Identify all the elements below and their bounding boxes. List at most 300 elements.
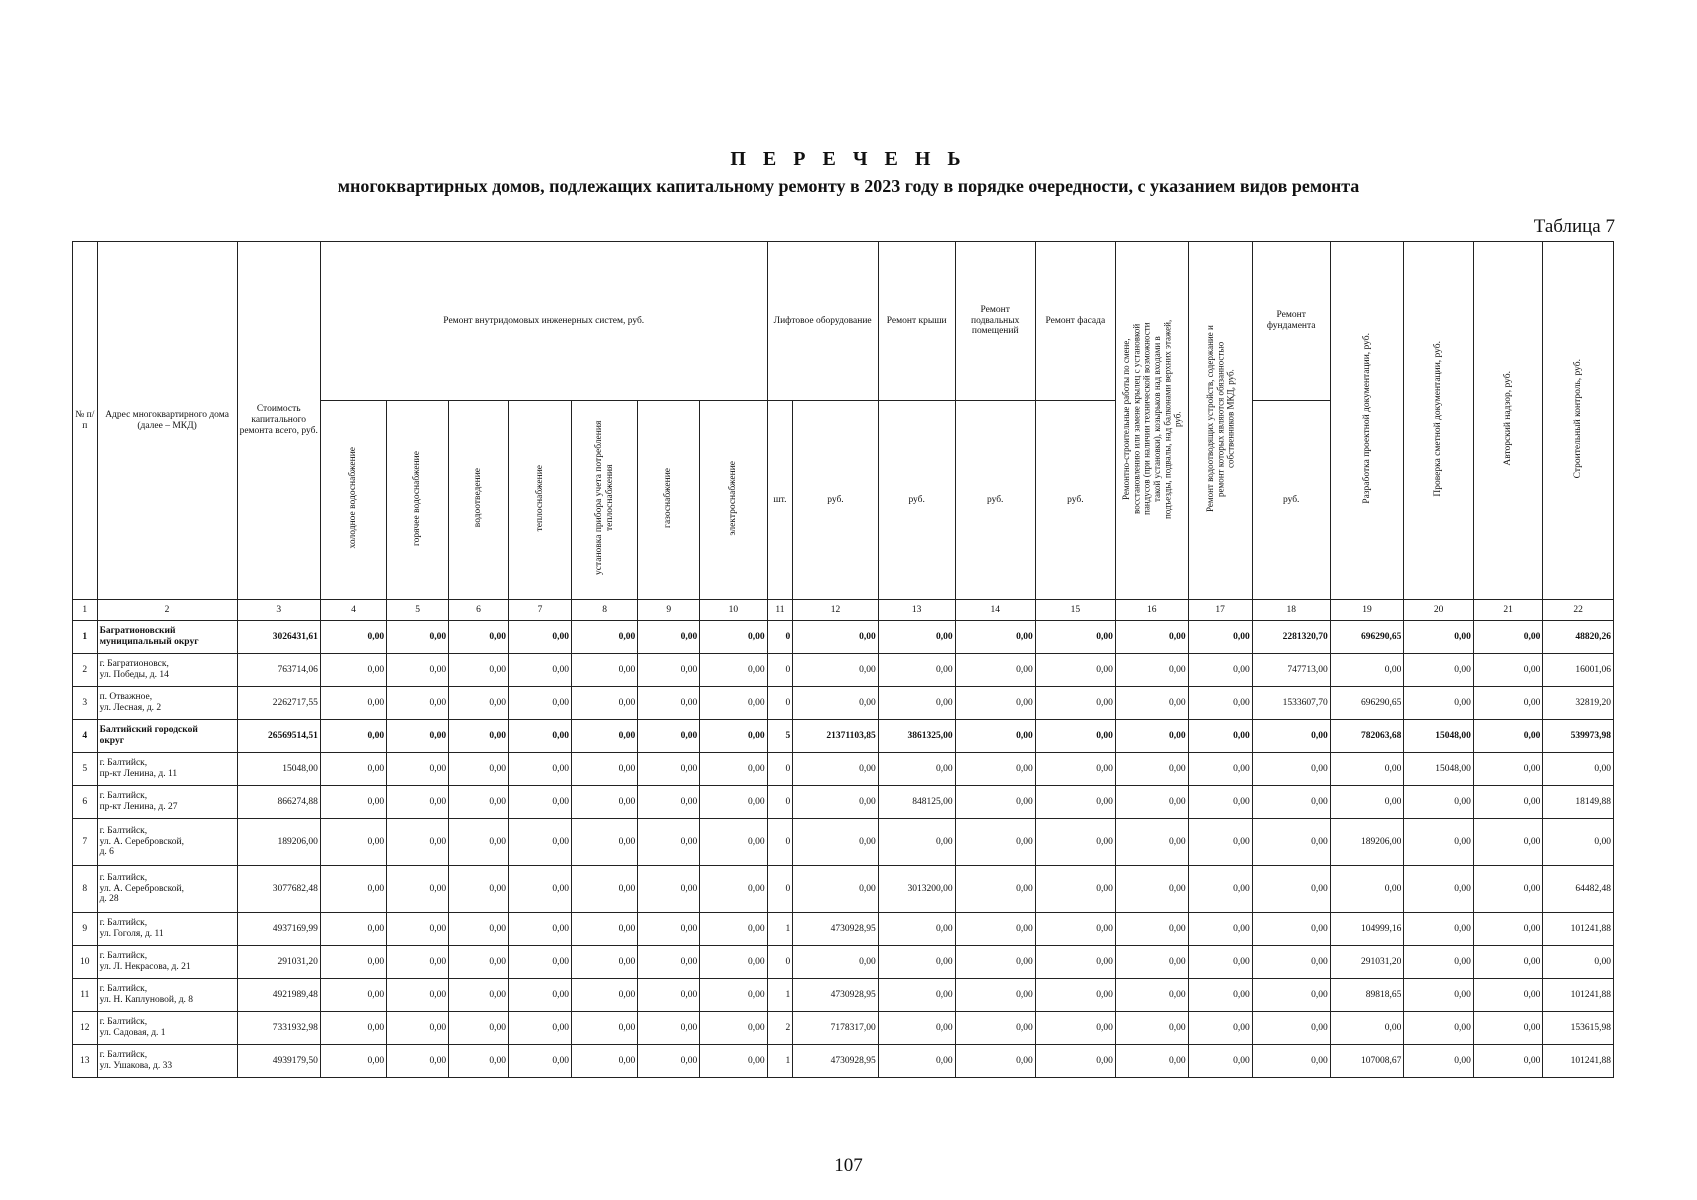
row-value: 3013200,00 <box>878 866 955 913</box>
row-value: 189206,00 <box>1330 819 1404 866</box>
row-value: 0,00 <box>1035 819 1115 866</box>
row-value: 0,00 <box>387 720 449 753</box>
address-line: г. Балтийск, <box>99 758 148 769</box>
address-line: г. Балтийск, <box>99 984 148 995</box>
row-value: 4921989,48 <box>237 979 320 1012</box>
row-value: 0,00 <box>955 687 1035 720</box>
address-line: п. Отважное, <box>99 692 153 703</box>
row-number: 12 <box>73 1012 98 1045</box>
header-address: Адрес многоквартирного дома (далее – МКД) <box>97 242 237 600</box>
row-value: 0,00 <box>878 1012 955 1045</box>
row-value: 0,00 <box>320 720 386 753</box>
header-water-drain: Ремонт водоотводящих устройств, содержание и ремонт которых являются обязанностью собственников МКД, руб. <box>1188 242 1252 600</box>
row-number: 9 <box>73 913 98 946</box>
row-value: 0,00 <box>878 819 955 866</box>
row-value: 0,00 <box>1404 866 1473 913</box>
row-value: 0,00 <box>1115 654 1188 687</box>
row-value: 0,00 <box>878 1045 955 1078</box>
document-subtitle: многоквартирных домов, подлежащих капитальному ремонту в 2023 году в порядке очередности, с указанием видов ремонта <box>337 176 1360 196</box>
header-heating: теплоснабжение <box>508 401 571 600</box>
row-number: 6 <box>73 786 98 819</box>
header-construction-control: Строительный контроль, руб. <box>1543 242 1614 600</box>
row-value: 0,00 <box>955 621 1035 654</box>
row-value: 0,00 <box>1252 720 1330 753</box>
row-value: 7178317,00 <box>793 1012 878 1045</box>
row-value: 0,00 <box>1035 1045 1115 1078</box>
row-value: 0,00 <box>793 753 878 786</box>
row-value: 0,00 <box>1188 913 1252 946</box>
row-value: 0,00 <box>387 913 449 946</box>
row-value: 0,00 <box>449 621 509 654</box>
row-value: 0,00 <box>1188 654 1252 687</box>
row-address <box>97 720 237 753</box>
row-value: 0,00 <box>955 866 1035 913</box>
row-value: 153615,98 <box>1543 1012 1614 1045</box>
row-value: 0,00 <box>1473 866 1542 913</box>
row-value: 0,00 <box>320 866 386 913</box>
row-value: 0,00 <box>1252 786 1330 819</box>
row-value: 747713,00 <box>1252 654 1330 687</box>
row-value: 0,00 <box>700 720 767 753</box>
row-value: 1533607,70 <box>1252 687 1330 720</box>
row-value: 0,00 <box>449 866 509 913</box>
row-value: 0,00 <box>638 654 700 687</box>
row-value: 0,00 <box>793 786 878 819</box>
address-line: муниципальный округ <box>99 637 199 647</box>
row-value: 0,00 <box>700 1012 767 1045</box>
table-row <box>73 621 1614 654</box>
row-value: 64482,48 <box>1543 866 1614 913</box>
row-value: 0,00 <box>955 913 1035 946</box>
column-number: 8 <box>571 600 637 621</box>
row-value: 0,00 <box>1473 819 1542 866</box>
column-number: 16 <box>1115 600 1188 621</box>
row-number: 10 <box>73 946 98 979</box>
row-number: 4 <box>73 720 98 753</box>
row-value: 0 <box>767 753 793 786</box>
row-value: 0,00 <box>449 1012 509 1045</box>
row-value: 0,00 <box>955 1012 1035 1045</box>
header-metering: установка прибора учета потребления теплоснабжения <box>571 401 637 600</box>
row-address <box>97 621 237 654</box>
table-label: Таблица 7 <box>1533 216 1615 237</box>
row-value: 0,00 <box>1188 946 1252 979</box>
header-hot-water: горячее водоснабжение <box>387 401 449 600</box>
address-line: ул. Садовая, д. 1 <box>99 1028 166 1038</box>
row-address <box>97 913 237 946</box>
header-ramps: Ремонтно-строительные работы по смене, восстановлению или замене крылец с установкой пандусов (при наличии технической возможности такой установки), козырьков над входами в подъезды, подвалы, над балконами верхних этажей, руб. <box>1115 242 1188 600</box>
table-row <box>73 687 1614 720</box>
row-value: 0,00 <box>638 913 700 946</box>
row-address <box>97 866 237 913</box>
row-value: 866274,88 <box>237 786 320 819</box>
row-value: 0,00 <box>508 753 571 786</box>
row-value: 0,00 <box>1188 866 1252 913</box>
column-number: 19 <box>1330 600 1404 621</box>
table-row <box>73 753 1614 786</box>
column-number: 4 <box>320 600 386 621</box>
row-value: 0,00 <box>571 1045 637 1078</box>
column-number: 21 <box>1473 600 1542 621</box>
row-value: 0,00 <box>387 1045 449 1078</box>
column-number: 18 <box>1252 600 1330 621</box>
address-line: г. Балтийск, <box>99 1050 148 1061</box>
row-value: 0,00 <box>793 866 878 913</box>
row-value: 0,00 <box>1115 687 1188 720</box>
row-value: 0,00 <box>878 753 955 786</box>
column-number: 15 <box>1035 600 1115 621</box>
row-value: 0,00 <box>1188 1012 1252 1045</box>
column-number: 11 <box>767 600 793 621</box>
row-value: 0,00 <box>1035 979 1115 1012</box>
row-value: 0,00 <box>449 979 509 1012</box>
row-value: 0,00 <box>638 819 700 866</box>
row-value: 0,00 <box>1252 753 1330 786</box>
row-value: 1 <box>767 979 793 1012</box>
row-value: 782063,68 <box>1330 720 1404 753</box>
row-value: 0 <box>767 946 793 979</box>
column-number: 2 <box>97 600 237 621</box>
row-value: 0,00 <box>1035 753 1115 786</box>
row-value: 0,00 <box>508 1012 571 1045</box>
row-value: 0,00 <box>1252 819 1330 866</box>
table-row <box>73 819 1614 866</box>
row-value: 0,00 <box>449 720 509 753</box>
row-value: 0,00 <box>320 946 386 979</box>
row-value: 0,00 <box>571 1012 637 1045</box>
row-address <box>97 753 237 786</box>
row-value: 0,00 <box>387 753 449 786</box>
row-value: 0,00 <box>638 687 700 720</box>
row-value: 0,00 <box>1252 1045 1330 1078</box>
row-value: 0,00 <box>387 946 449 979</box>
column-number: 5 <box>387 600 449 621</box>
row-value: 3026431,61 <box>237 621 320 654</box>
header-gas: газоснабжение <box>638 401 700 600</box>
row-address <box>97 819 237 866</box>
header-facade: Ремонт фасада <box>1035 242 1115 401</box>
row-value: 2 <box>767 1012 793 1045</box>
row-value: 3861325,00 <box>878 720 955 753</box>
row-value: 0,00 <box>700 979 767 1012</box>
address-line: Багратионовский <box>99 626 176 637</box>
row-value: 48820,26 <box>1543 621 1614 654</box>
row-value: 0,00 <box>571 946 637 979</box>
table-row <box>73 946 1614 979</box>
row-value: 0,00 <box>320 913 386 946</box>
table-row <box>73 1012 1614 1045</box>
row-value: 0,00 <box>449 1045 509 1078</box>
row-value: 0,00 <box>449 687 509 720</box>
row-value: 0,00 <box>700 621 767 654</box>
row-value: 0,00 <box>638 1012 700 1045</box>
row-value: 0,00 <box>449 654 509 687</box>
row-value: 763714,06 <box>237 654 320 687</box>
row-value: 0,00 <box>571 753 637 786</box>
row-value: 0,00 <box>1115 866 1188 913</box>
row-number: 8 <box>73 866 98 913</box>
column-number: 20 <box>1404 600 1473 621</box>
row-number: 7 <box>73 819 98 866</box>
row-value: 0,00 <box>638 979 700 1012</box>
address-line: г. Балтийск, <box>99 951 148 962</box>
table-row <box>73 720 1614 753</box>
address-line: ул. Лесная, д. 2 <box>99 703 162 713</box>
row-value: 539973,98 <box>1543 720 1614 753</box>
row-value: 26569514,51 <box>237 720 320 753</box>
row-value: 0,00 <box>508 1045 571 1078</box>
row-value: 7331932,98 <box>237 1012 320 1045</box>
row-value: 0,00 <box>1543 819 1614 866</box>
header-unit-rub-facade: руб. <box>1035 401 1115 600</box>
row-value: 0,00 <box>1404 913 1473 946</box>
row-value: 0,00 <box>1115 979 1188 1012</box>
row-value: 0,00 <box>449 753 509 786</box>
row-address <box>97 786 237 819</box>
row-value: 0,00 <box>638 621 700 654</box>
header-engineering: Ремонт внутридомовых инженерных систем, руб. <box>320 242 767 401</box>
row-value: 0,00 <box>1404 979 1473 1012</box>
row-value: 0 <box>767 786 793 819</box>
row-value: 1 <box>767 1045 793 1078</box>
column-number: 17 <box>1188 600 1252 621</box>
row-value: 0,00 <box>1252 866 1330 913</box>
row-value: 0,00 <box>1115 913 1188 946</box>
address-line: г. Балтийск, <box>99 918 148 929</box>
row-value: 0,00 <box>700 866 767 913</box>
row-value: 0,00 <box>1330 866 1404 913</box>
row-value: 4937169,99 <box>237 913 320 946</box>
row-value: 0,00 <box>638 1045 700 1078</box>
row-number: 11 <box>73 979 98 1012</box>
row-value: 0,00 <box>1252 913 1330 946</box>
row-value: 2281320,70 <box>1252 621 1330 654</box>
address-line: г. Балтийск, <box>99 825 148 836</box>
row-value: 0,00 <box>1188 786 1252 819</box>
row-value: 0,00 <box>571 913 637 946</box>
address-line: д. 6 <box>99 847 114 858</box>
row-value: 0,00 <box>449 946 509 979</box>
row-value: 0,00 <box>508 866 571 913</box>
row-value: 0,00 <box>1188 1045 1252 1078</box>
address-line: ул. Ушакова, д. 33 <box>99 1061 173 1071</box>
row-value: 0,00 <box>793 687 878 720</box>
row-value: 0,00 <box>571 786 637 819</box>
header-unit-rub-elevator: руб. <box>793 401 878 600</box>
row-value: 0,00 <box>700 819 767 866</box>
row-value: 696290,65 <box>1330 687 1404 720</box>
row-value: 0 <box>767 654 793 687</box>
row-address <box>97 1012 237 1045</box>
row-value: 0,00 <box>571 979 637 1012</box>
row-number: 1 <box>73 621 98 654</box>
row-value: 0,00 <box>1473 654 1542 687</box>
row-value: 0,00 <box>508 720 571 753</box>
row-value: 0,00 <box>700 753 767 786</box>
row-value: 0,00 <box>1115 621 1188 654</box>
row-value: 0,00 <box>878 687 955 720</box>
row-value: 0,00 <box>571 654 637 687</box>
row-value: 0,00 <box>793 621 878 654</box>
row-value: 0,00 <box>1330 1012 1404 1045</box>
row-address <box>97 687 237 720</box>
row-value: 0,00 <box>1188 819 1252 866</box>
header-foundation: Ремонт фундамента <box>1252 242 1330 401</box>
row-value: 0,00 <box>1252 946 1330 979</box>
row-value: 0,00 <box>571 621 637 654</box>
column-number: 9 <box>638 600 700 621</box>
row-value: 0,00 <box>700 1045 767 1078</box>
row-value: 0,00 <box>1115 1045 1188 1078</box>
header-author-supervision: Авторский надзор, руб. <box>1473 242 1542 600</box>
row-value: 0,00 <box>793 654 878 687</box>
row-value: 0,00 <box>1252 1012 1330 1045</box>
header-row-1 <box>73 242 1614 401</box>
row-value: 0,00 <box>571 866 637 913</box>
row-value: 3077682,48 <box>237 866 320 913</box>
row-value: 15048,00 <box>1404 753 1473 786</box>
table-row <box>73 654 1614 687</box>
row-value: 101241,88 <box>1543 913 1614 946</box>
row-value: 16001,06 <box>1543 654 1614 687</box>
address-line: ул. Л. Некрасова, д. 21 <box>99 962 191 972</box>
row-value: 0,00 <box>571 720 637 753</box>
row-value: 107008,67 <box>1330 1045 1404 1078</box>
row-value: 0,00 <box>878 946 955 979</box>
row-value: 0,00 <box>700 913 767 946</box>
column-number: 7 <box>508 600 571 621</box>
row-value: 0,00 <box>1404 1045 1473 1078</box>
row-address <box>97 1045 237 1078</box>
row-value: 4939179,50 <box>237 1045 320 1078</box>
row-value: 0,00 <box>1404 946 1473 979</box>
row-value: 0,00 <box>1473 687 1542 720</box>
column-number-row <box>73 600 1614 621</box>
row-value: 0,00 <box>449 819 509 866</box>
row-value: 0,00 <box>1473 621 1542 654</box>
column-number: 6 <box>449 600 509 621</box>
page-number: 107 <box>834 1155 863 1176</box>
row-value: 0,00 <box>320 1045 386 1078</box>
address-line: д. 28 <box>99 894 119 905</box>
row-value: 0,00 <box>1330 654 1404 687</box>
row-value: 0,00 <box>638 753 700 786</box>
table-body <box>73 621 1614 1078</box>
row-value: 0,00 <box>955 720 1035 753</box>
row-value: 15048,00 <box>1404 720 1473 753</box>
row-value: 101241,88 <box>1543 979 1614 1012</box>
address-line: Балтийский городской <box>99 725 198 736</box>
column-number: 14 <box>955 600 1035 621</box>
row-value: 0,00 <box>1543 946 1614 979</box>
row-number: 13 <box>73 1045 98 1078</box>
row-value: 0,00 <box>878 913 955 946</box>
row-value: 0,00 <box>320 687 386 720</box>
row-value: 0,00 <box>1115 786 1188 819</box>
row-value: 0,00 <box>700 946 767 979</box>
row-value: 0,00 <box>508 687 571 720</box>
row-value: 0,00 <box>1404 786 1473 819</box>
row-value: 0,00 <box>1035 720 1115 753</box>
row-value: 0,00 <box>1035 1012 1115 1045</box>
table-row <box>73 1045 1614 1078</box>
address-line: ул. А. Серебровской, <box>99 836 184 847</box>
row-value: 0 <box>767 621 793 654</box>
row-value: 291031,20 <box>237 946 320 979</box>
row-value: 696290,65 <box>1330 621 1404 654</box>
row-value: 0,00 <box>508 979 571 1012</box>
row-value: 0,00 <box>571 687 637 720</box>
row-value: 0,00 <box>449 786 509 819</box>
row-address <box>97 654 237 687</box>
column-number: 22 <box>1543 600 1614 621</box>
row-value: 0,00 <box>1404 654 1473 687</box>
header-elevator: Лифтовое оборудование <box>767 242 878 401</box>
column-number: 1 <box>73 600 98 621</box>
row-value: 4730928,95 <box>793 979 878 1012</box>
row-value: 0,00 <box>1543 753 1614 786</box>
row-value: 0,00 <box>387 866 449 913</box>
row-number: 3 <box>73 687 98 720</box>
table-row <box>73 979 1614 1012</box>
row-value: 0,00 <box>387 786 449 819</box>
row-value: 0,00 <box>878 979 955 1012</box>
row-value: 1 <box>767 913 793 946</box>
row-value: 0,00 <box>320 979 386 1012</box>
header-unit-pcs: шт. <box>767 401 793 600</box>
header-electricity: электроснабжение <box>700 401 767 600</box>
row-value: 4730928,95 <box>793 1045 878 1078</box>
row-value: 0,00 <box>1035 621 1115 654</box>
row-value: 0,00 <box>1035 866 1115 913</box>
row-address <box>97 946 237 979</box>
column-number: 13 <box>878 600 955 621</box>
row-value: 0,00 <box>793 819 878 866</box>
row-value: 0,00 <box>700 786 767 819</box>
row-value: 0,00 <box>1473 1045 1542 1078</box>
row-value: 5 <box>767 720 793 753</box>
row-value: 0,00 <box>387 979 449 1012</box>
header-estimate-check: Проверка сметной документации, руб. <box>1404 242 1473 600</box>
row-value: 0,00 <box>955 946 1035 979</box>
address-line: г. Балтийск, <box>99 872 148 883</box>
row-value: 0,00 <box>955 819 1035 866</box>
row-value: 291031,20 <box>1330 946 1404 979</box>
row-value: 0,00 <box>1330 753 1404 786</box>
row-value: 0,00 <box>955 1045 1035 1078</box>
table-row <box>73 913 1614 946</box>
row-value: 0,00 <box>1473 946 1542 979</box>
row-value: 0,00 <box>638 946 700 979</box>
row-value: 4730928,95 <box>793 913 878 946</box>
row-value: 0,00 <box>1115 753 1188 786</box>
row-value: 0,00 <box>700 687 767 720</box>
row-value: 0,00 <box>508 786 571 819</box>
row-value: 0,00 <box>1252 979 1330 1012</box>
row-value: 0,00 <box>320 819 386 866</box>
row-value: 848125,00 <box>878 786 955 819</box>
document-title: П Е Р Е Ч Е Н Ь <box>730 148 967 170</box>
address-line: г. Балтийск, <box>99 1017 148 1028</box>
header-design-docs: Разработка проектной документации, руб. <box>1330 242 1404 600</box>
row-value: 0,00 <box>1035 654 1115 687</box>
row-value: 0,00 <box>1473 913 1542 946</box>
row-value: 0,00 <box>1035 687 1115 720</box>
row-value: 0,00 <box>1188 720 1252 753</box>
header-drainage: водоотведение <box>449 401 509 600</box>
address-line: ул. Н. Каплуновой, д. 8 <box>99 995 194 1005</box>
table-row <box>73 786 1614 819</box>
